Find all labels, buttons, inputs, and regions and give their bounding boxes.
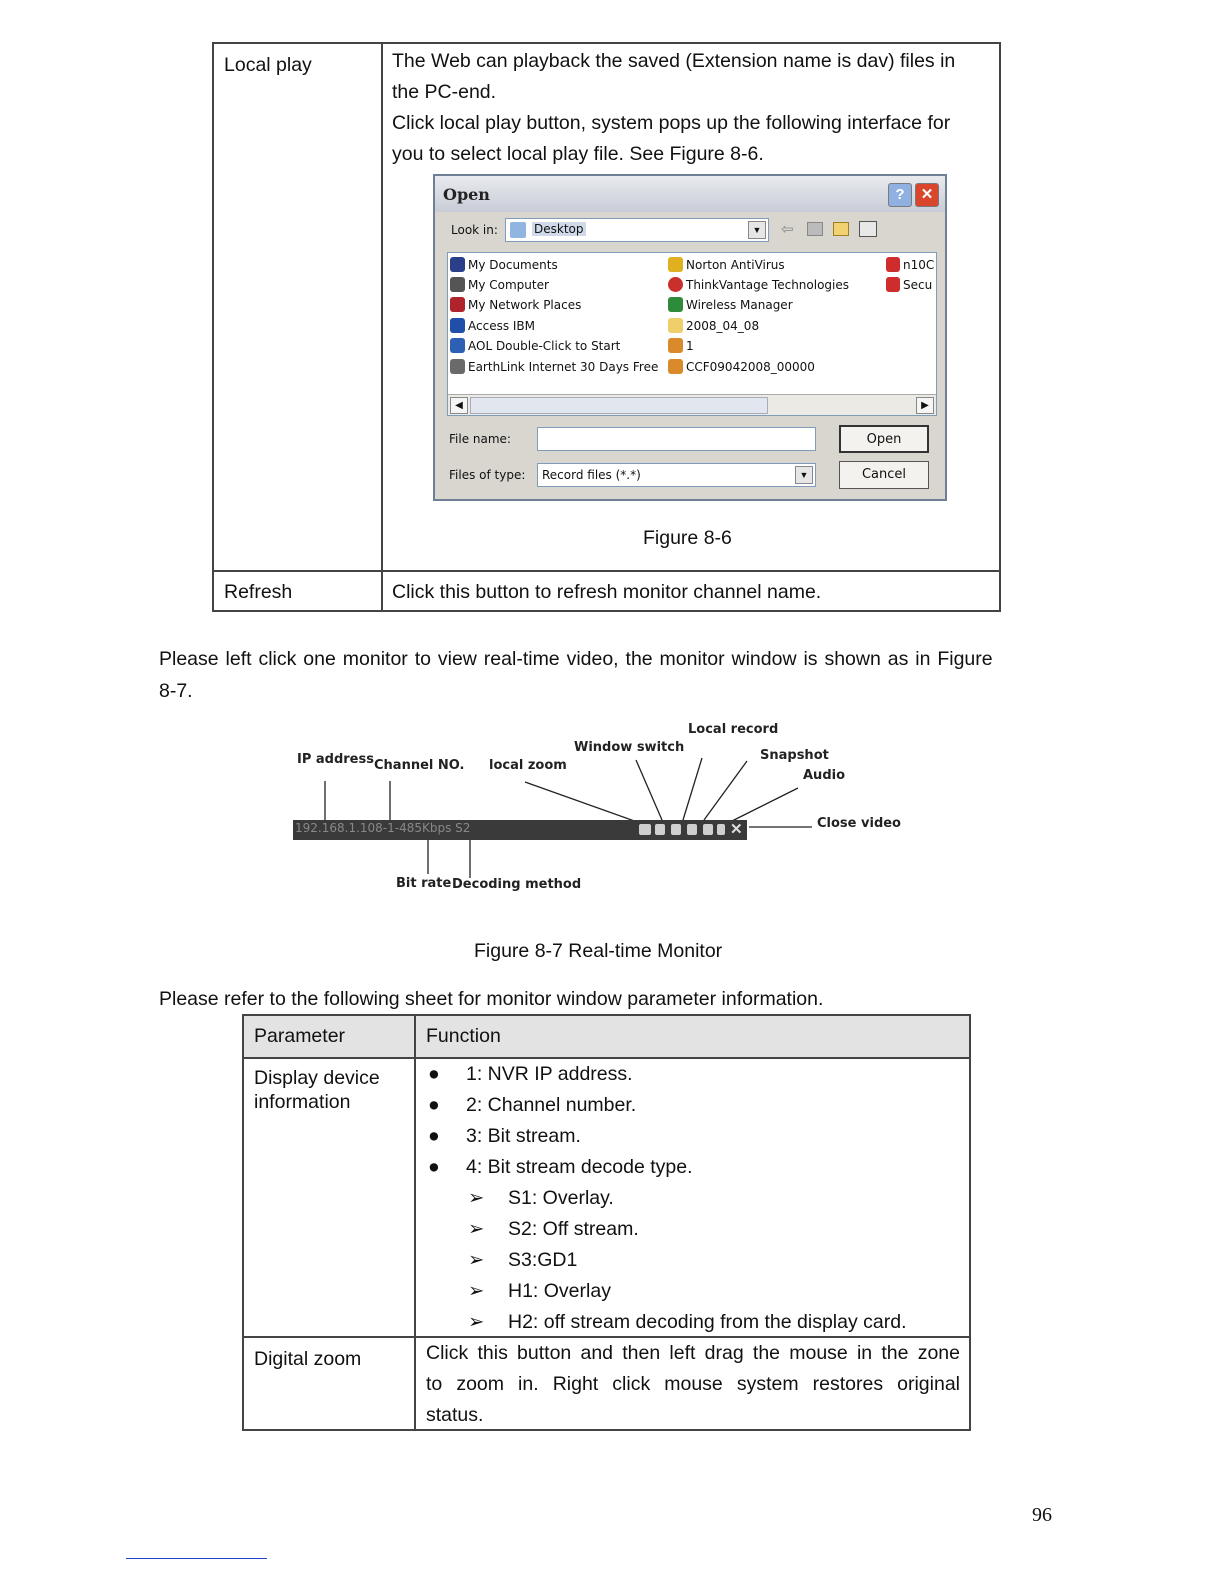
list-item[interactable]: Secu [886, 277, 932, 292]
help-button[interactable]: ? [888, 183, 912, 207]
monitor-window-bar [293, 820, 747, 840]
header-function: Function [426, 1025, 501, 1047]
chevron-down-icon[interactable]: ▼ [748, 221, 766, 239]
label-snapshot: Snapshot [760, 748, 829, 763]
list-item[interactable]: n10C [886, 257, 934, 272]
row-desc-line: you to select local play file. See Figure 8-6. [392, 143, 764, 165]
list-item[interactable]: Norton AntiVirus [668, 257, 785, 272]
local-record-icon[interactable] [671, 824, 681, 835]
row-desc-line: the PC-end. [392, 81, 497, 103]
snapshot-icon[interactable] [687, 824, 697, 835]
list-item[interactable]: AOL Double-Click to Start [450, 338, 620, 353]
row-name-refresh: Refresh [224, 581, 293, 603]
monitor-info-text: 192.168.1.108-1-485Kbps S2 [295, 821, 471, 835]
row-name-digital-zoom: Digital zoom [254, 1348, 362, 1370]
list-item[interactable]: My Network Places [450, 297, 581, 312]
row-desc-line: Click local play button, system pops up the following interface for [392, 112, 951, 134]
row-desc-line: The Web can playback the saved (Extension name is dav) files in [392, 50, 956, 72]
file-name-label: File name: [449, 432, 511, 446]
parameter-table [242, 1014, 971, 1431]
paragraph-line: Please left click one monitor to view real-time video, the monitor window is shown as in Figure [159, 648, 993, 670]
local-zoom-icon[interactable] [639, 824, 651, 835]
row-name-display-info: Display device information [254, 1067, 380, 1113]
list-item[interactable]: 1 [668, 338, 694, 353]
scroll-left-icon[interactable]: ◀ [450, 397, 468, 414]
bullet-list: ● ● ● ● [428, 1063, 440, 1178]
list-item[interactable]: EarthLink Internet 30 Days Free [450, 359, 658, 374]
label-close-video: Close video [817, 816, 901, 831]
camera-icon[interactable] [703, 824, 713, 835]
window-switch-icon[interactable] [655, 824, 665, 835]
label-audio: Audio [803, 768, 846, 783]
figure-8-6-caption: Figure 8-6 [643, 527, 732, 549]
bullet-text: 1: NVR IP address. 2: Channel number. 3: Bit stream. 4: Bit stream decode type. [466, 1063, 693, 1178]
list-item[interactable]: My Documents [450, 257, 558, 272]
list-item[interactable]: Wireless Manager [668, 297, 793, 312]
paragraph-line: 8-7. [159, 680, 193, 702]
audio-icon[interactable] [717, 824, 725, 835]
digital-zoom-desc: Click this button and then left drag the mouse in the zone to zoom in. Right click mouse system restores original status. [426, 1342, 960, 1426]
page-number: 96 [1032, 1504, 1052, 1526]
label-bit-rate: Bit rate [396, 876, 452, 891]
file-type-value: Record files (*.*) [542, 468, 641, 482]
label-channel-no: Channel NO. [374, 758, 465, 773]
cancel-button[interactable]: Cancel [839, 461, 929, 489]
label-decoding-method: Decoding method [452, 877, 582, 892]
paragraph-line: Please refer to the following sheet for monitor window parameter information. [159, 988, 824, 1010]
sub-bullet-text: S1: Overlay. S2: Off stream. S3:GD1 H1: Overlay H2: off stream decoding from the display card. [508, 1187, 907, 1333]
label-ip-address: IP address [297, 752, 374, 767]
list-item[interactable]: 2008_04_08 [668, 318, 759, 333]
list-item[interactable]: ThinkVantage Technologies [668, 277, 849, 292]
list-item[interactable]: Access IBM [450, 318, 535, 333]
file-type-label: Files of type: [449, 468, 526, 482]
header-parameter: Parameter [254, 1025, 346, 1047]
look-in-value: Desktop [534, 222, 584, 236]
table-header-row [244, 1016, 969, 1059]
look-in-label: Look in: [451, 223, 498, 237]
label-local-record: Local record [688, 722, 779, 737]
row-name-local-play: Local play [224, 54, 312, 76]
footnote-divider [126, 1558, 267, 1559]
scroll-right-icon[interactable]: ▶ [916, 397, 934, 414]
label-local-zoom: local zoom [489, 758, 567, 773]
open-button[interactable]: Open [839, 425, 929, 453]
label-window-switch: Window switch [574, 740, 685, 755]
figure-8-7-caption: Figure 8-7 Real-time Monitor [474, 940, 723, 962]
back-icon[interactable]: ⇦ [781, 221, 794, 238]
row-desc-refresh: Click this button to refresh monitor channel name. [392, 581, 822, 603]
close-video-icon[interactable]: ✕ [730, 821, 743, 838]
list-item[interactable]: My Computer [450, 277, 549, 292]
close-button[interactable]: ✕ [915, 183, 939, 207]
sub-bullet-arrows: ➢ ➢ ➢ ➢ ➢ [468, 1187, 485, 1333]
dialog-title: Open [443, 185, 490, 204]
list-item[interactable]: CCF09042008_00000 [668, 359, 815, 374]
chevron-down-icon[interactable]: ▼ [795, 466, 813, 484]
